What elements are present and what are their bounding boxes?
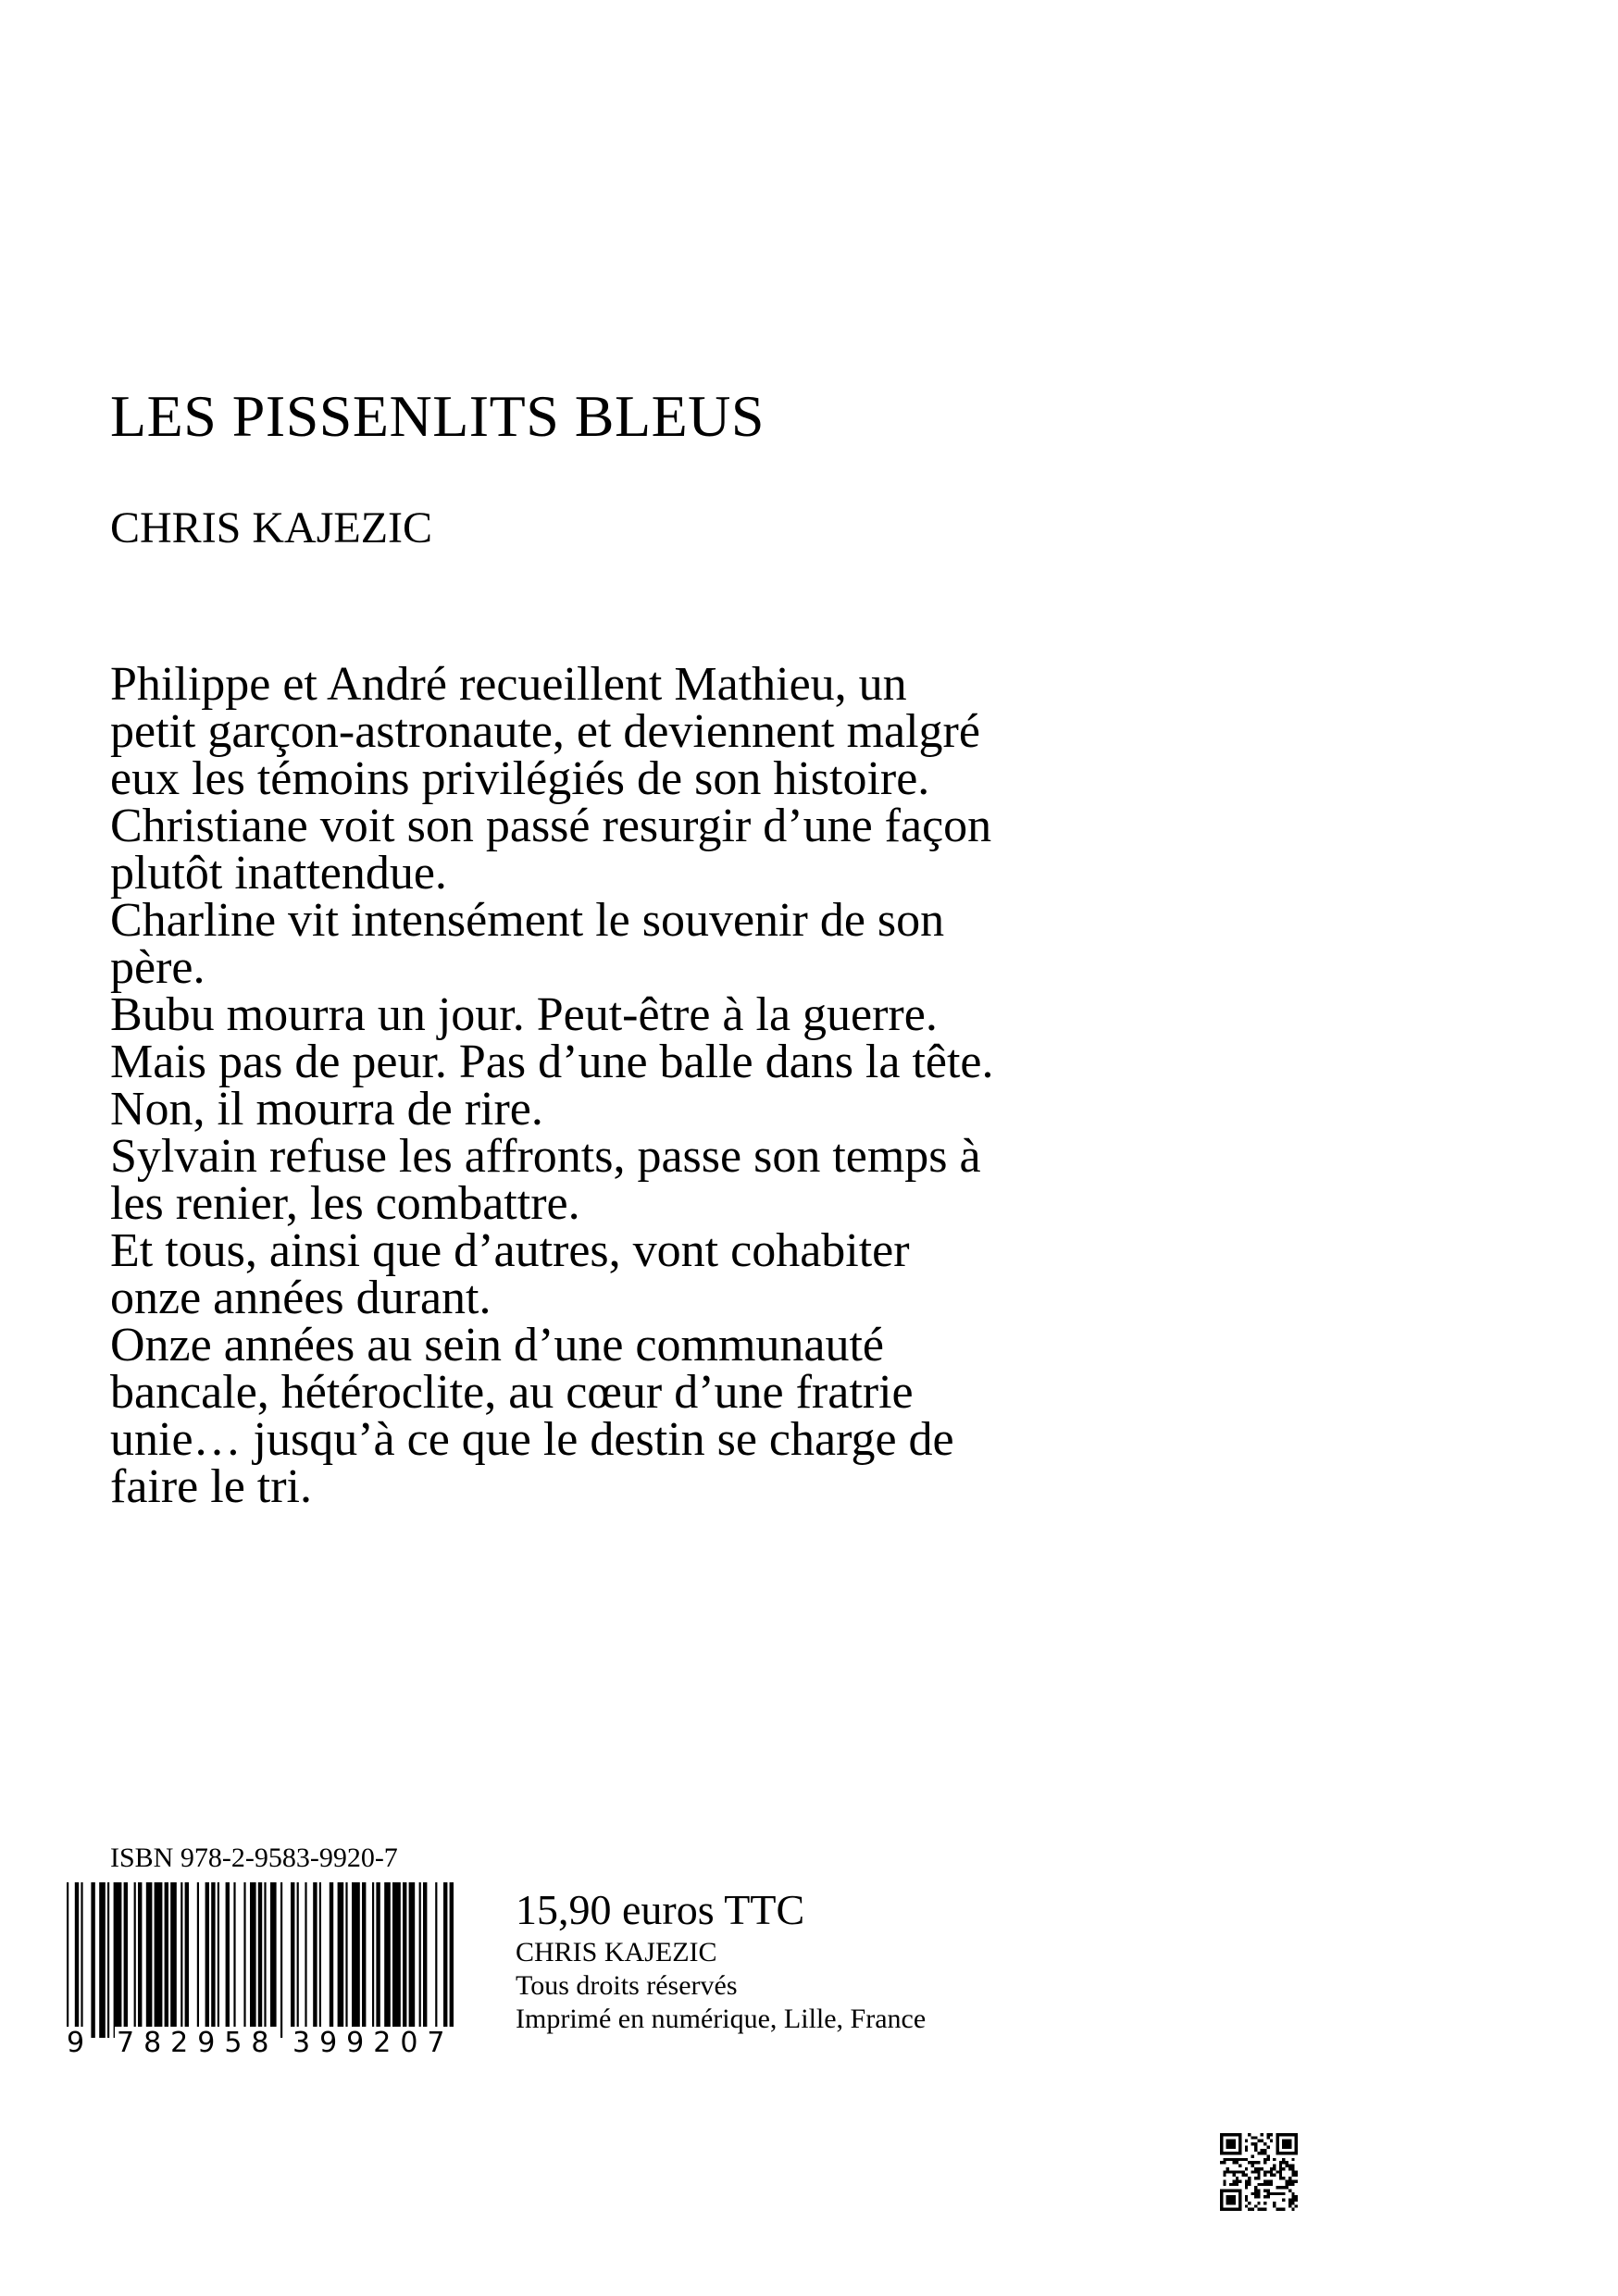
- blurb-line: Philippe et André recueillent Mathieu, un: [110, 658, 907, 711]
- blurb-line: Christiane voit son passé resurgir d’une façon: [110, 800, 992, 852]
- isbn-label: ISBN 978-2-9583-9920-7: [110, 1843, 398, 1873]
- book-author: CHRIS KAJEZIC: [110, 503, 433, 552]
- book-title: LES PISSENLITS BLEUS: [110, 383, 765, 449]
- blurb-line: Bubu mourra un jour. Peut-être à la guerre.: [110, 988, 938, 1041]
- blurb-line: petit garçon-astronaute, et deviennent malgré: [110, 705, 980, 758]
- blurb-line: onze années durant.: [110, 1272, 492, 1324]
- barcode-digits: [65, 2027, 454, 2064]
- blurb-line: les renier, les combattre.: [110, 1177, 580, 1230]
- blurb-line: unie… jusqu’à ce que le destin se charge de: [110, 1413, 954, 1466]
- blurb-line: Onze années au sein d’une communauté: [110, 1319, 885, 1371]
- blurb-line: bancale, hétéroclite, au cœur d’une fratrie: [110, 1366, 914, 1419]
- blurb-line: Et tous, ainsi que d’autres, vont cohabiter: [110, 1224, 910, 1277]
- blurb-line: eux les témoins privilégiés de son histoire.: [110, 752, 930, 805]
- price: 15,90 euros TTC: [516, 1886, 805, 1933]
- blurb-line: faire le tri.: [110, 1460, 312, 1513]
- publisher: CHRIS KAJEZIC: [516, 1937, 717, 1967]
- blurb-line: Mais pas de peur. Pas d’une balle dans la tête.: [110, 1036, 994, 1088]
- back-cover-blurb: [110, 658, 1313, 1513]
- blurb-line: plutôt inattendue.: [110, 847, 447, 900]
- barcode-digit-lead: 9: [67, 2027, 85, 2059]
- blurb-line: Sylvain refuse les affronts, passe son temps à: [110, 1130, 981, 1183]
- blurb-line: père.: [110, 941, 205, 994]
- blurb-line: Charline vit intensément le souvenir de son: [110, 894, 945, 947]
- printing-notice: Imprimé en numérique, Lille, France: [516, 2004, 927, 2034]
- barcode-digits-right: 399207: [292, 2027, 454, 2059]
- blurb-line: Non, il mourra de rire.: [110, 1083, 543, 1136]
- qr-code-icon: [1220, 2133, 1298, 2211]
- rights-notice: Tous droits réservés: [516, 1970, 738, 2001]
- barcode-digits-left: 782958: [117, 2027, 279, 2059]
- imprint-block: [516, 1884, 926, 2036]
